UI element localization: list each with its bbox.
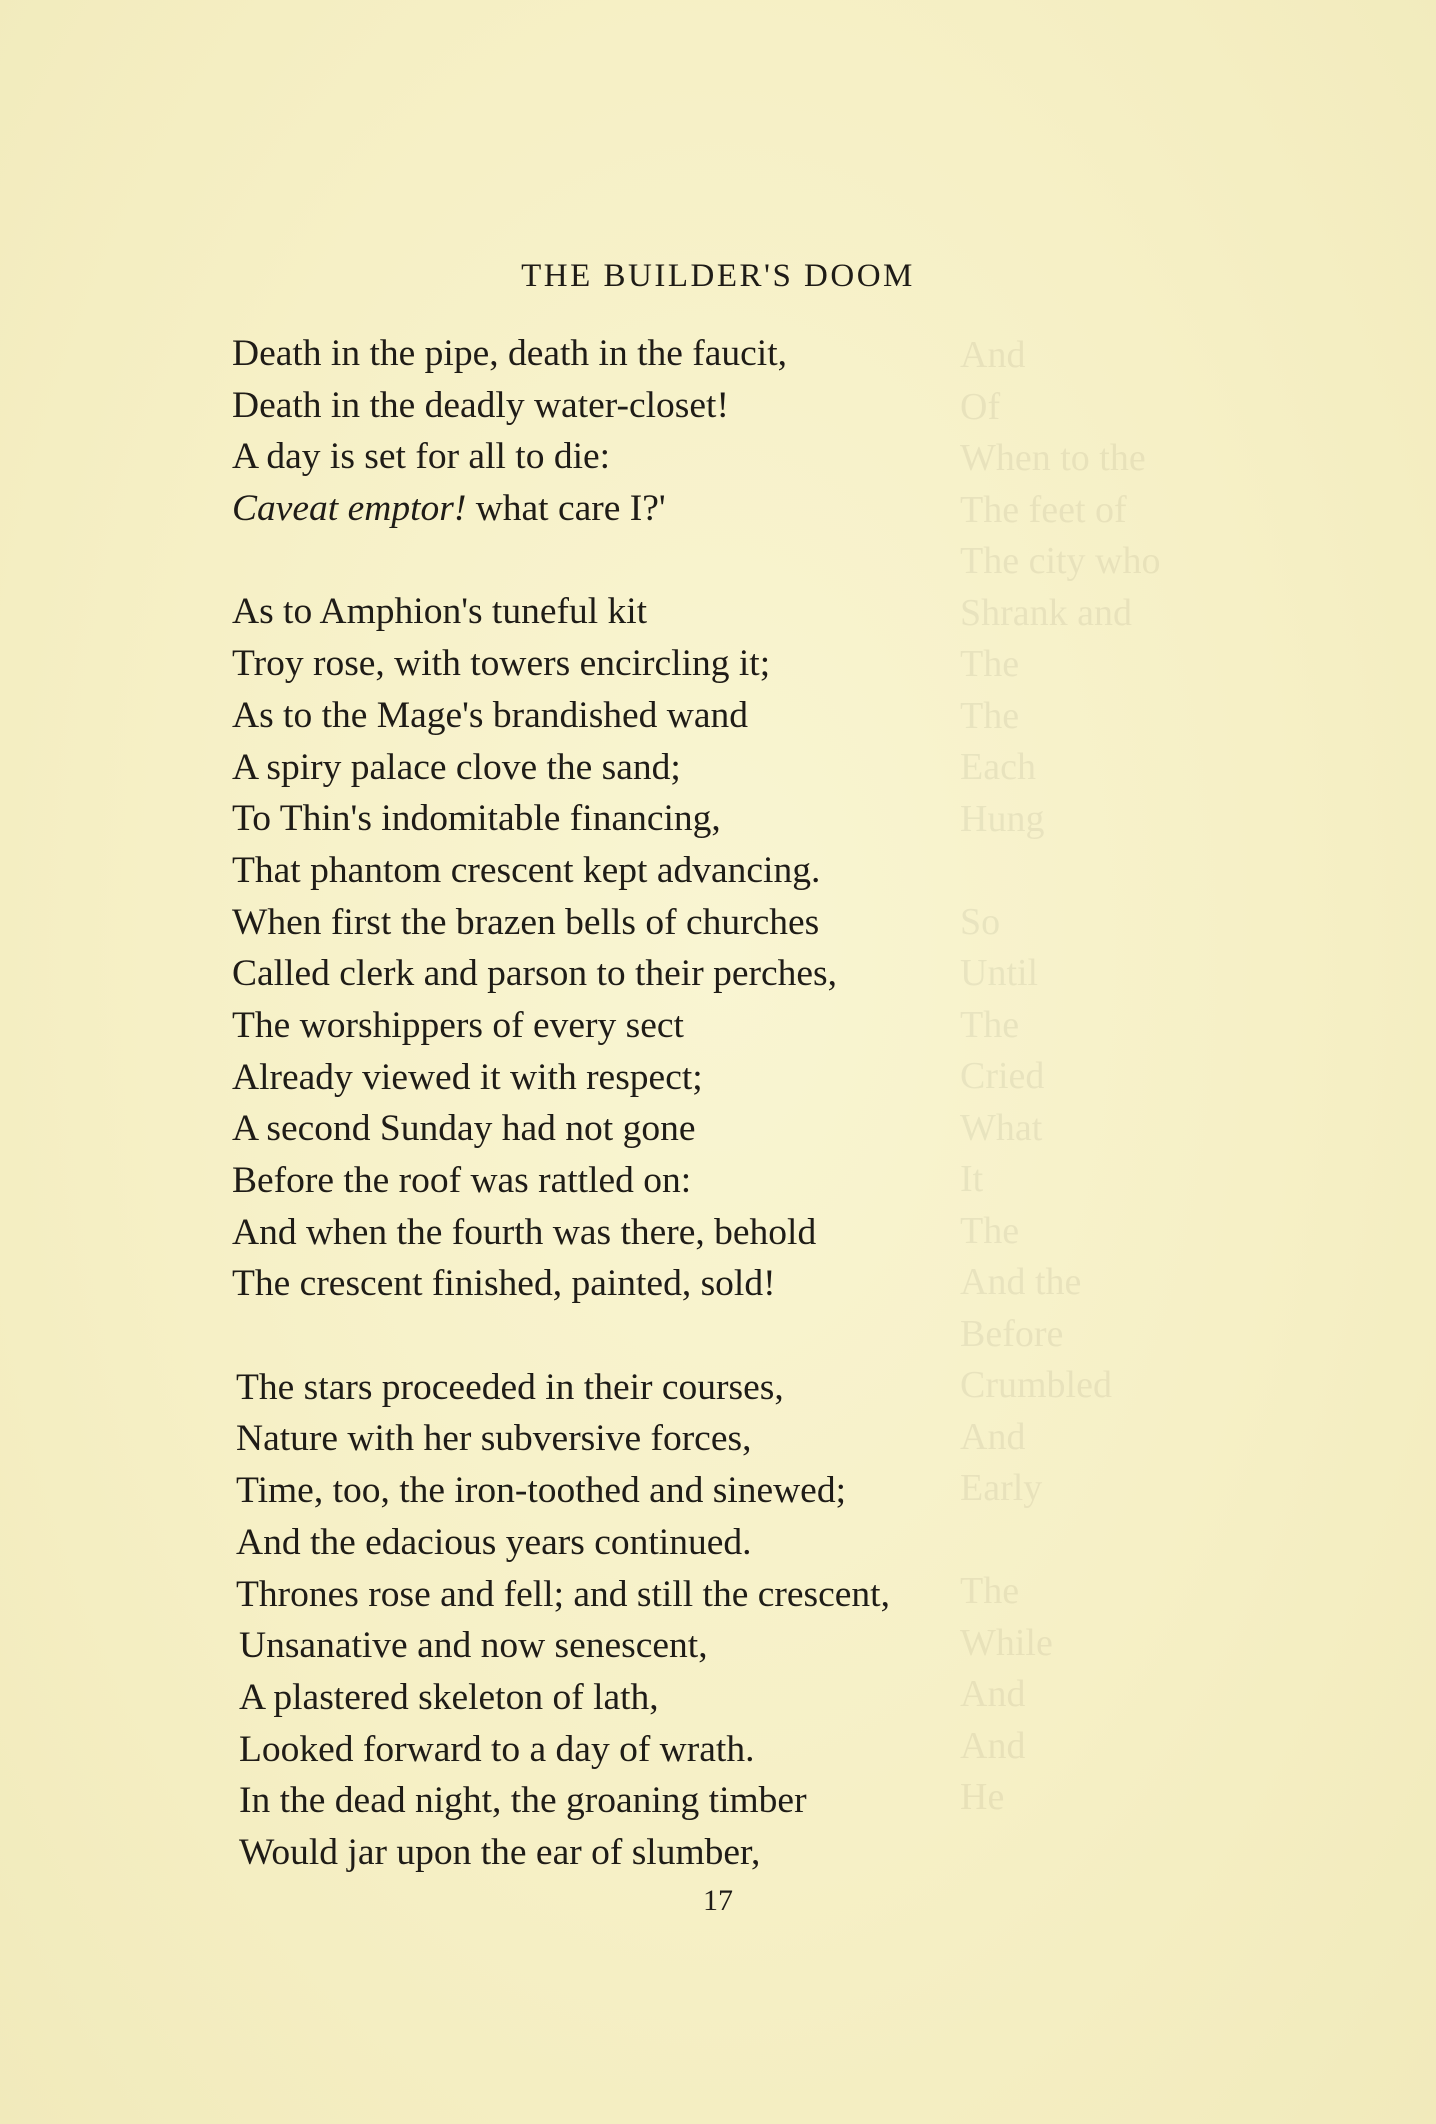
stanza-3 xyxy=(232,1362,1372,1879)
poem-line: Nature with her subversive forces, xyxy=(236,1418,752,1460)
poem-line: A plastered skeleton of lath, xyxy=(239,1676,659,1718)
poem-line: As to Amphion's tuneful kit xyxy=(232,591,648,633)
running-head: THE BUILDER'S DOOM xyxy=(521,258,915,294)
poem-line: The crescent finished, painted, sold! xyxy=(232,1263,776,1305)
poem-line: Unsanative and now senescent, xyxy=(239,1625,708,1667)
poem-line: When first the brazen bells of churches xyxy=(232,901,820,943)
poem-line: In the dead night, the groaning timber xyxy=(239,1780,807,1822)
poem-line: To Thin's indomitable financing, xyxy=(232,798,721,840)
page-number: 17 xyxy=(703,1884,733,1917)
show-through-text: And Of When to the The feet of The city who Shrank and The The Each Hung So Until The Cried What It The And the Before Crumbled And Early The While And And He xyxy=(960,334,1161,1818)
poem-line: And the edacious years continued. xyxy=(236,1521,752,1563)
poem-line: Before the roof was rattled on: xyxy=(232,1160,692,1201)
poem-text xyxy=(232,328,1372,1879)
poem-line: Troy rose, with towers encircling it; xyxy=(232,643,771,685)
poem-line: Time, too, the iron-toothed and sinewed; xyxy=(236,1470,846,1512)
poem-line: And when the fourth was there, behold xyxy=(232,1211,817,1253)
latin-phrase: Caveat emptor! xyxy=(232,488,467,530)
poem-line: Called clerk and parson to their perches, xyxy=(232,953,837,995)
poem-line: A spiry palace clove the sand; xyxy=(232,746,681,788)
poem-line: That phantom crescent kept advancing. xyxy=(232,849,821,891)
poem-line: A second Sunday had not gone xyxy=(232,1108,696,1150)
poem-line-rest: what care I?' xyxy=(466,488,666,530)
poem-line: Already viewed it with respect; xyxy=(232,1056,703,1098)
poem-line: Death in the pipe, death in the faucit, xyxy=(232,333,788,374)
poem-line: Would jar upon the ear of slumber, xyxy=(239,1831,761,1873)
poem-line: A day is set for all to die: xyxy=(232,436,611,478)
poem-line xyxy=(232,483,1372,535)
poem-line: As to the Mage's brandished wand xyxy=(232,694,749,736)
stanza-2 xyxy=(232,586,1372,1310)
poem-line: Death in the deadly water-closet! xyxy=(232,384,729,426)
stanza-1 xyxy=(232,328,1372,535)
poem-line: Thrones rose and fell; and still the crescent, xyxy=(236,1573,890,1615)
poem-line: The worshippers of every sect xyxy=(232,1004,684,1046)
poem-line: Looked forward to a day of wrath. xyxy=(239,1728,755,1770)
poem-line: The stars proceeded in their courses, xyxy=(236,1366,784,1408)
